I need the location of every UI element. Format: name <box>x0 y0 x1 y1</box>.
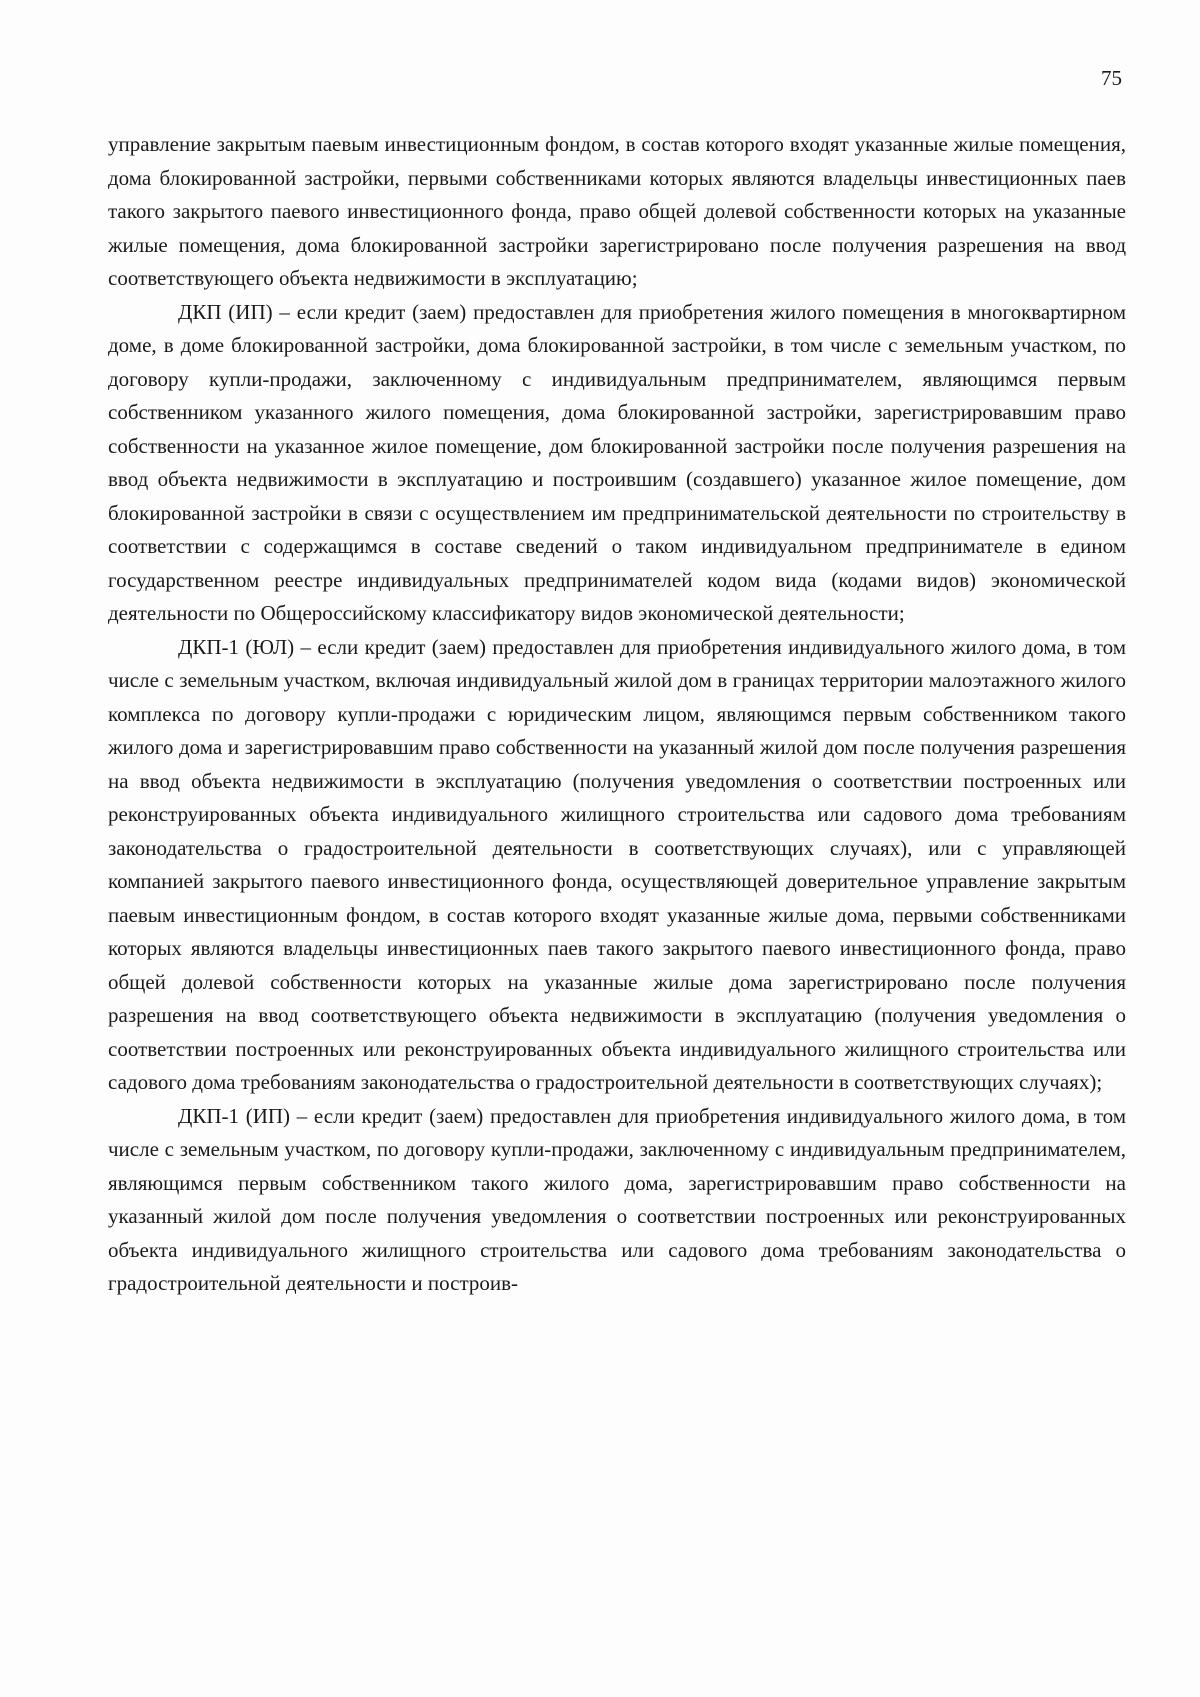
paragraph-dkp-ip: ДКП (ИП) – если кредит (заем) предоставлен для приобретения жилого помещения в многоквартирном доме, в доме блокированной застройки, дома блокированной застройки, в том числе с земельным участком, по договору купли-продажи, заключенному с индивидуальным предпринимателем, являющимся первым собственником указанного жилого помещения, дома блокированной застройки, зарегистрировавшим право собственности на указанное жилое помещение, дом блокированной застройки после получения разрешения на ввод объекта недвижимости в эксплуатацию и построившим (создавшего) указанное жилое помещение, дом блокированной застройки в связи с осуществлением им предпринимательской деятельности по строительству в соответствии с содержащимся в составе сведений о таком индивидуальном предпринимателе в едином государственном реестре индивидуальных предпринимателей кодом вида (кодами видов) экономической деятельности по Общероссийскому классификатору видов экономической деятельности; <box>108 299 1126 625</box>
body-text <box>108 128 1126 1301</box>
paragraph-dkp1-ip: ДКП-1 (ИП) – если кредит (заем) предоставлен для приобретения индивидуального жилого дома, в том числе с земельным участком, по договору купли-продажи, заключенному с индивидуальным предпринимателем, являющимся первым собственником такого жилого дома, зарегистрировавшим право собственности на указанный жилой дом после получения уведомления о соответствии построенных или реконструированных объекта индивидуального жилищного строительства или садового дома требованиям законодательства о градостроительной деятельности и построив- <box>108 1103 1126 1295</box>
paragraph-dkp1-yul: ДКП-1 (ЮЛ) – если кредит (заем) предоставлен для приобретения индивидуального жилого дома, в том числе с земельным участком, включая индивидуальный жилой дом в границах территории малоэтажного жилого комплекса по договору купли-продажи с юридическим лицом, являющимся первым собственником такого жилого дома и зарегистрировавшим право собственности на указанный жилой дом после получения разрешения на ввод объекта недвижимости в эксплуатацию (получения уведомления о соответствии построенных или реконструированных объекта индивидуального жилищного строительства или садового дома требованиям законодательства о градостроительной деятельности в соответствующих случаях), или с управляющей компанией закрытого паевого инвестиционного фонда, осуществляющей доверительное управление закрытым паевым инвестиционным фондом, в состав которого входят указанные жилые дома, первыми собственниками которых являются владельцы инвестиционных паев такого закрытого паевого инвестиционного фонда, право общей долевой собственности которых на указанные жилые дома зарегистрировано после получения разрешения на ввод соответствующего объекта недвижимости в эксплуатацию (получения уведомления о соответствии построенных или реконструированных объекта индивидуального жилищного строительства или садового дома требованиям законодательства о градостроительной деятельности в соответствующих случаях); <box>108 634 1126 1094</box>
paragraph-continuation: управление закрытым паевым инвестиционным фондом, в состав которого входят указанные жилые помещения, дома блокированной застройки, первыми собственниками которых являются владельцы инвестиционных паев такого закрытого паевого инвестиционного фонда, право общей долевой собственности которых на указанные жилые помещения, дома блокированной застройки зарегистрировано после получения разрешения на ввод соответствующего объекта недвижимости в эксплуатацию; <box>108 132 1126 290</box>
page-number: 75 <box>1101 66 1122 90</box>
